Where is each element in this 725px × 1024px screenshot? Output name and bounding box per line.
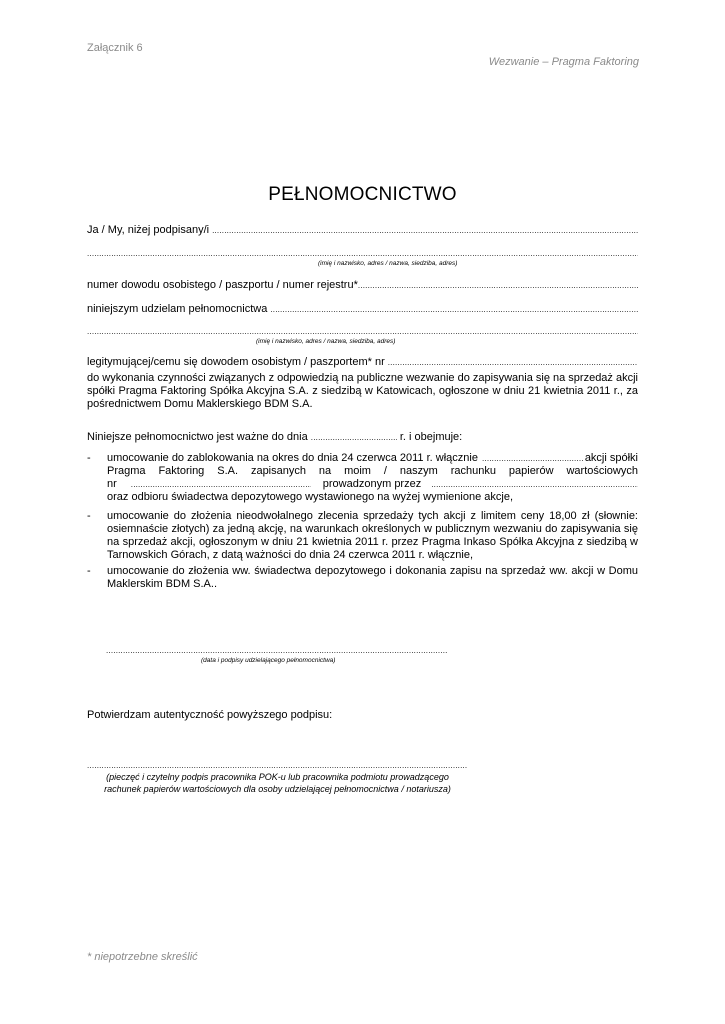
item1-part-d: oraz odbioru świadectwa depozytowego wystawionego na wyżej wymienione akcje,	[107, 491, 513, 503]
verifier-hint-line-1: (pieczęć i czytelny podpis pracownika POK-u lub pracownika podmiotu prowadzącego	[106, 772, 449, 782]
grant-fill-dots	[270, 303, 638, 316]
footnote: * niepotrzebne skreślić	[87, 951, 198, 963]
purpose-paragraph: do wykonania czynności związanych z odpowiedzią na publiczne wezwanie do zapisywania się na sprzedaż akcji spółki Pragma Faktoring Spółka Akcyjna S.A. z siedzibą w Katowicach, ogłoszone w dniu 21 kwietnia 2011 r., za pośrednictwem Domu Maklerskiego BDM S.A.	[87, 372, 638, 410]
list-dash: -	[87, 510, 91, 522]
item1-part-b-start: akcji spółki	[584, 452, 638, 464]
grant-label: niniejszym udzielam pełnomocnictwa	[87, 303, 268, 315]
list-item-block-shares	[87, 452, 638, 504]
validity-prefix: Niniejsze pełnomocnictwo jest ważne do dnia	[87, 431, 308, 443]
validity-date-dots	[311, 431, 397, 444]
principal-fill-dots	[212, 224, 638, 237]
agent-id-line	[87, 356, 638, 369]
item1-part-a: umocowanie do zablokowania na okres do dnia 24 czerwca 2011 r. włącznie	[107, 452, 478, 464]
principal-line	[87, 224, 638, 237]
confirm-label: Potwierdzam autentyczność powyższego podpisu:	[87, 709, 333, 721]
validity-line	[87, 431, 638, 444]
item1-nr-label: nr	[107, 478, 117, 490]
item1-account-dots	[131, 478, 311, 491]
verifier-signature-line	[87, 758, 468, 772]
item1-shares-dots	[482, 452, 583, 465]
grantor-signature-line	[106, 644, 447, 657]
id-number-label: numer dowodu osobistego / paszportu / numer rejestru*	[87, 279, 358, 291]
attachment-label: Załącznik 6	[87, 42, 143, 54]
item1-part-b-cont: Pragma Faktoring S.A. zapisanych na moim / naszym rachunku papierów wartościowych	[107, 465, 638, 477]
list-dash: -	[87, 452, 91, 464]
agent-id-fill-dots	[388, 356, 638, 369]
list-dash: -	[87, 565, 91, 577]
verifier-hint	[87, 771, 468, 795]
item3-text: umocowanie do złożenia ww. świadectwa depozytowego i dokonania zapisu na sprzedaż ww. akcji w Domu Maklerskim BDM S.A..	[107, 565, 638, 590]
item2-text: umocowanie do złożenia nieodwołalnego zlecenia sprzedaży tych akcji z limitem ceny 18,00 zł (słownie: osiemnaście złotych) za jedną akcję, na warunkach określonych w publicznym wezwaniu do zapisywania się na sprzedaż akcji, ogłoszonym w dniu 21 kwietnia 2011 r. przez Pragma Inkaso Spółka Akcyjna z siedzibą w Tarnowskich Górach, z datą ważności do dnia 24 czerwca 2011 r. włącznie,	[107, 510, 638, 561]
id-number-fill-dots	[358, 279, 638, 292]
document-title: PEŁNOMOCNICTWO	[268, 184, 457, 205]
validity-suffix: r. i obejmuje:	[399, 431, 463, 443]
list-item-block-subscription	[87, 565, 638, 591]
principal-line-2	[87, 247, 638, 260]
agent-fill-dots	[87, 325, 638, 338]
grantor-signature-hint: (data i podpisy udzielającego pełnomocnictwa)	[201, 657, 336, 664]
id-number-line	[87, 279, 638, 292]
principal-label: Ja / My, niżej podpisany/i	[87, 224, 210, 236]
verifier-hint-line-2: rachunek papierów wartościowych dla osoby udzielającej pełnomocnictwa / notariusza)	[104, 784, 451, 794]
grant-line	[87, 303, 638, 316]
grantor-signature-dots	[106, 644, 447, 657]
agent-hint: (imię i nazwisko, adres / nazwa, siedziba, adres)	[256, 338, 396, 345]
principal-hint: (imię i nazwisko, adres / nazwa, siedziba, adres)	[318, 260, 458, 267]
agent-line	[87, 325, 638, 338]
document-reference: Wezwanie – Pragma Faktoring	[488, 56, 639, 68]
list-item-block-order	[87, 510, 638, 562]
item1-broker-dots	[431, 478, 638, 491]
verifier-signature-dots	[87, 758, 468, 772]
item1-part-c: prowadzonym przez	[322, 478, 422, 490]
principal-fill-dots-2	[87, 247, 638, 260]
agent-id-label: legitymującej/cemu się dowodem osobistym / paszportem* nr	[87, 356, 385, 368]
